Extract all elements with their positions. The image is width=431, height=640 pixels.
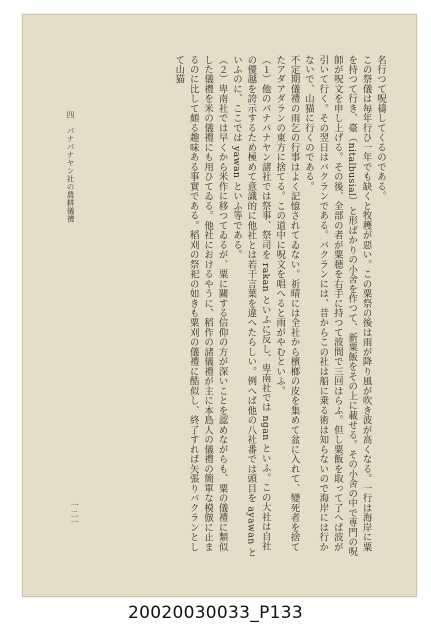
footnote: （１）他のパナパナヤン諸社では祭事、祭司を rakan といふに反し、卑南社では ngan といふ。この大社は自社の優越を誇示するため極めて意識的に他社とは若干言葉を違へたらしい。例へば他の八社番では頭目を ayawan といふのに、ここでは yawan といふ等である。 bbox=[230, 55, 271, 558]
paragraph: この祭儀は毎年行ひ一年でも缺くと牧穫が惡い。この粟祭の後は雨が降り風が吹き波が高くなる。一行は海岸に粟を持つて行き、臺（nitalbusial）と形ばかりの小舍を作つて、新粟飯をその上に載せる。その小舍の中で専門の呪師が呪文を申し上げる。その後、全部の者が粟穂を右手に持つて波間で三回はらふ。但し粟飯を取って了へば波が引いて行く。その翌日はバクランである。バクランには、昔からこの社は船に乗る術は知らないので海岸には行かないで、山猫に行くのである。 bbox=[302, 55, 372, 557]
footnote: （２）卑南社では早くから米作に移つてゐるが、粟に關する信仰の方が深いことを認めながらも、粟の儀禮に類似した儀禮を米の儀禮にも用ひてゐる。他社におけるやうに、稻作の諸儀禮が主に本島人の儀禮の簡單な模倣に止まるのに比して頗る趣味ある事實である。稻刈の祭祀の如きも粟刈の儀禮に酷似し、終了すれば矢張りバクランとして山猫 bbox=[173, 55, 228, 552]
body-text bbox=[91, 55, 387, 560]
scanned-page bbox=[22, 14, 417, 597]
running-header: 四 パナパナヤン社の農耕儀禮 bbox=[66, 111, 75, 223]
image-caption: 20020030033_P133 bbox=[128, 603, 303, 623]
paragraph: 名行つて呪禱してくるのである。 bbox=[375, 55, 386, 202]
paragraph: 不定期儀禮の雨乞の行事はよく記憶されてゐない。祈晴には全社から檳榔の皮を集めて盆に入れて、變死者を捨てたアダアダランの東方に捨てる。この道中に呪文を唱へると雨がやむといふ。 bbox=[274, 55, 300, 552]
page-number: 一二一 bbox=[70, 501, 79, 527]
